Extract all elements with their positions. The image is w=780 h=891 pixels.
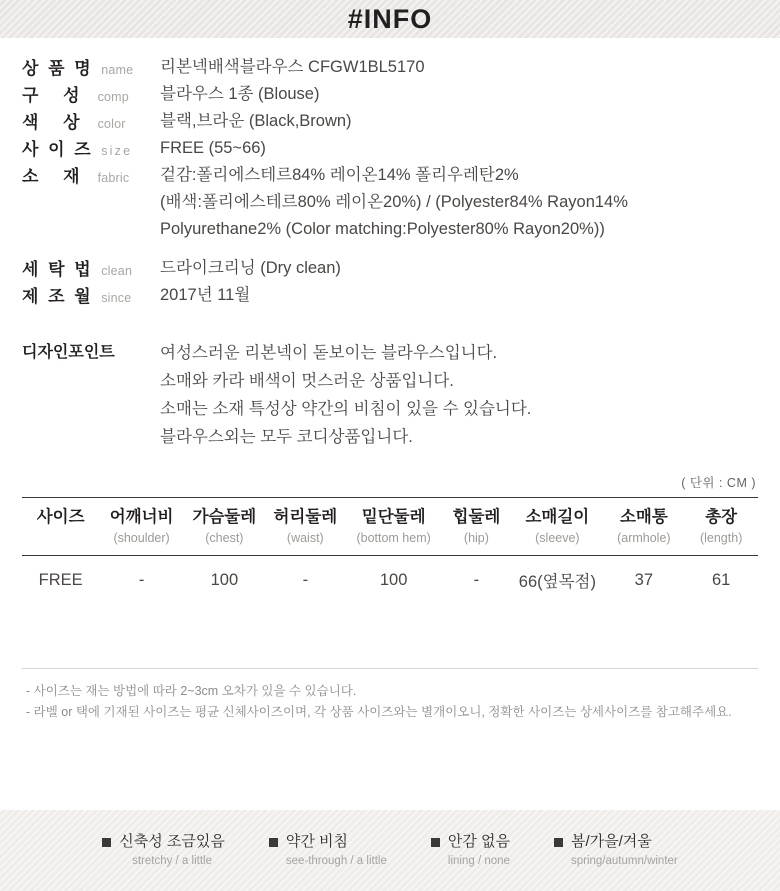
spec-label-en: clean bbox=[101, 264, 133, 278]
spec-list bbox=[0, 54, 780, 309]
spec-label-en: name bbox=[101, 63, 134, 77]
spec-value bbox=[160, 255, 341, 282]
table-header-row bbox=[22, 498, 758, 555]
table-header-kr: 소매통 bbox=[619, 508, 668, 526]
table-header-kr: 소매길이 bbox=[525, 508, 590, 526]
attribute-footer-band bbox=[0, 810, 780, 891]
table-cell: - bbox=[473, 570, 480, 589]
spec-label bbox=[22, 81, 160, 106]
spec-label bbox=[22, 255, 160, 280]
footer-item-kr: 봄/가을/겨울 bbox=[571, 832, 652, 850]
spec-label-en: since bbox=[101, 291, 132, 305]
spec-value bbox=[160, 162, 628, 243]
spec-row-fabric bbox=[0, 162, 780, 243]
spec-label bbox=[22, 108, 160, 133]
table-header-en: (chest) bbox=[205, 531, 244, 545]
footer-item-en: lining / none bbox=[447, 854, 510, 867]
table-header-cell bbox=[511, 498, 603, 555]
table-header-cell bbox=[22, 498, 99, 555]
design-point-line: 블라우스외는 모두 코디상품입니다. bbox=[160, 428, 413, 446]
footer-item-see-through bbox=[269, 832, 387, 870]
table-header-en: (armhole) bbox=[617, 531, 671, 545]
table-header-cell bbox=[441, 498, 511, 555]
table-header-en: (hip) bbox=[463, 531, 489, 545]
table-header-kr: 허리둘레 bbox=[273, 508, 338, 526]
spec-label-en: color bbox=[97, 117, 126, 131]
spec-label-en: fabric bbox=[97, 171, 130, 185]
unit-note: ( 단위 : CM ) bbox=[681, 476, 756, 490]
design-point-section bbox=[0, 339, 780, 451]
table-header-kr: 사이즈 bbox=[36, 508, 85, 526]
table-header-kr: 가슴둘레 bbox=[192, 508, 257, 526]
footer-item-season bbox=[554, 832, 678, 870]
spec-row-size bbox=[0, 135, 780, 162]
spec-value-line: FREE (55~66) bbox=[160, 139, 266, 157]
spec-label-kr: 제 조 월 bbox=[22, 287, 94, 306]
table-header-en: (sleeve) bbox=[535, 531, 580, 545]
table-cell: - bbox=[138, 570, 145, 589]
footer-item-stretch bbox=[102, 832, 225, 870]
spec-value bbox=[160, 108, 352, 135]
spec-label-kr: 세 탁 법 bbox=[22, 260, 94, 279]
footer-item-en: see-through / a little bbox=[285, 854, 387, 867]
square-bullet-icon bbox=[554, 838, 563, 847]
spec-label-en: size bbox=[101, 144, 133, 158]
table-cell: 61 bbox=[711, 570, 731, 589]
table-header-kr: 힙둘레 bbox=[452, 508, 501, 526]
table-header-cell bbox=[184, 498, 265, 555]
design-point-line: 여성스러운 리본넥이 돋보이는 블라우스입니다. bbox=[160, 344, 498, 362]
info-header-band bbox=[0, 0, 780, 38]
spec-label-en: comp bbox=[97, 90, 129, 104]
table-header-cell bbox=[265, 498, 346, 555]
table-header-en: (shoulder) bbox=[113, 531, 170, 545]
footer-item-en: spring/autumn/winter bbox=[571, 854, 678, 867]
spec-row-name bbox=[0, 54, 780, 81]
table-header-kr: 총장 bbox=[705, 508, 738, 526]
design-point-line: 소매는 소재 특성상 약간의 비침이 있을 수 있습니다. bbox=[160, 400, 532, 418]
table-cell: 66(옆목점) bbox=[518, 573, 596, 591]
square-bullet-icon bbox=[431, 838, 440, 847]
spec-value-line: 리본넥배색블라우스 CFGW1BL5170 bbox=[160, 58, 425, 76]
table-cell: 37 bbox=[634, 570, 654, 589]
spec-value-line: 드라이크리닝 (Dry clean) bbox=[160, 259, 341, 277]
spec-label bbox=[22, 282, 160, 307]
footer-item-text bbox=[119, 832, 225, 870]
size-notes bbox=[0, 669, 780, 723]
table-header-cell bbox=[346, 498, 442, 555]
footer-item-text bbox=[571, 832, 678, 870]
footer-item-kr: 안감 없음 bbox=[447, 832, 510, 850]
spec-row-color bbox=[0, 108, 780, 135]
spec-row-clean bbox=[0, 255, 780, 282]
design-point-label: 디자인포인트 bbox=[22, 344, 115, 361]
table-header-kr: 밑단둘레 bbox=[361, 508, 426, 526]
spec-label-kr: 구 성 bbox=[22, 86, 90, 105]
spec-value-line: 2017년 11월 bbox=[160, 286, 251, 304]
table-header-en: (length) bbox=[699, 531, 743, 545]
footer-item-kr: 신축성 조금있음 bbox=[119, 832, 225, 850]
size-note: - 사이즈는 재는 방법에 따라 2~3cm 오차가 있을 수 있습니다. bbox=[26, 684, 357, 698]
table-cell: - bbox=[302, 570, 309, 589]
spec-label bbox=[22, 54, 160, 79]
spec-value-line: Polyurethane2% (Color matching:Polyester80% Rayon20%)) bbox=[160, 220, 605, 238]
spec-label bbox=[22, 162, 160, 187]
spec-label bbox=[22, 135, 160, 160]
table-header-cell bbox=[99, 498, 184, 555]
spec-value-line: 겉감:폴리에스테르84% 레이온14% 폴리우레탄2% bbox=[160, 166, 519, 184]
table-row bbox=[22, 556, 758, 607]
page-title: #INFO bbox=[347, 4, 433, 34]
spec-label-kr: 색 상 bbox=[22, 113, 90, 132]
spec-label-kr: 사 이 즈 bbox=[22, 140, 94, 159]
spec-value bbox=[160, 54, 425, 81]
spec-label-kr: 상 품 명 bbox=[22, 59, 94, 78]
table-cell: FREE bbox=[38, 570, 83, 589]
table-cell: 100 bbox=[210, 570, 239, 589]
square-bullet-icon bbox=[102, 838, 111, 847]
table-header-en: (waist) bbox=[286, 531, 324, 545]
footer-item-en: stretchy / a little bbox=[132, 854, 212, 867]
spec-value bbox=[160, 282, 250, 309]
spec-value-line: 블라우스 1종 (Blouse) bbox=[160, 85, 320, 103]
spec-value-line: 블랙,브라운 (Black,Brown) bbox=[160, 112, 352, 130]
spec-value bbox=[160, 81, 319, 108]
size-note: - 라벨 or 택에 기재된 사이즈는 평균 신체사이즈이며, 각 상품 사이즈와는 별개이오니, 정확한 사이즈는 상세사이즈를 참고해주세요. bbox=[26, 705, 732, 719]
table-header-kr: 어깨너비 bbox=[109, 508, 174, 526]
footer-item-text bbox=[448, 832, 510, 870]
square-bullet-icon bbox=[269, 838, 278, 847]
footer-item-lining bbox=[431, 832, 510, 870]
spec-value bbox=[160, 135, 266, 162]
table-cell: 100 bbox=[379, 570, 408, 589]
table-header-cell bbox=[684, 498, 758, 555]
footer-item-kr: 약간 비침 bbox=[285, 832, 348, 850]
design-point-line: 소매와 카라 배색이 멋스러운 상품입니다. bbox=[160, 372, 454, 390]
table-header-cell bbox=[603, 498, 684, 555]
size-table bbox=[22, 498, 758, 606]
table-header-en: (bottom hem) bbox=[356, 531, 431, 545]
design-point-lines bbox=[160, 339, 531, 451]
footer-item-text bbox=[286, 832, 387, 870]
spec-row-comp bbox=[0, 81, 780, 108]
spec-row-since bbox=[0, 282, 780, 309]
size-table-wrapper bbox=[22, 497, 758, 606]
spec-label-kr: 소 재 bbox=[22, 167, 90, 186]
spec-value-line: (배색:폴리에스테르80% 레이온20%) / (Polyester84% Rayon14% bbox=[160, 193, 628, 211]
